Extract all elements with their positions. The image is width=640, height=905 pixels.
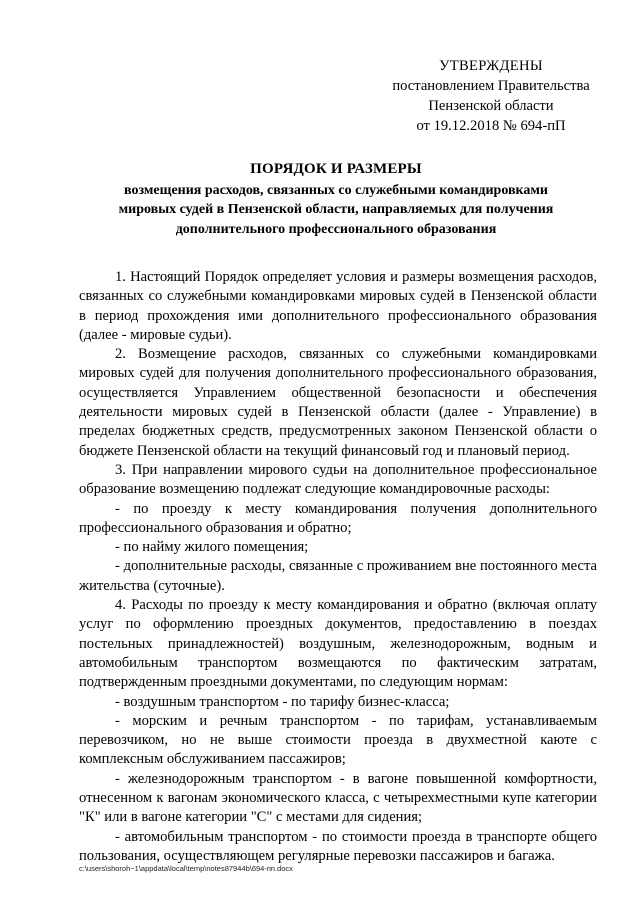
file-path-footer: c:\users\shoroh~1\appdata\local\temp\notes87944b\694-пп.docx — [79, 864, 293, 873]
list-item-railway: - железнодорожным транспортом - в вагоне повышенной комфортности, отнесенном к вагонам экономического класса, с четырехместными купе категории "К" или в вагоне категории "С" с местами для сидения; — [79, 770, 597, 826]
approval-heading: УТВЕРЖДЕНЫ — [439, 58, 543, 74]
approval-line-3: Пензенской области — [428, 98, 554, 114]
title-subtitle-1: возмещения расходов, связанных со служебными командировками — [123, 182, 548, 198]
paragraph-1: 1. Настоящий Порядок определяет условия и размеры возмещения расходов, связанных со служебными командировками мировых судей в Пензенской области в период прохождения ими дополнительного профессионального образования (далее - мировые судьи). — [79, 269, 597, 343]
list-item-travel: - по проезду к месту командирования получения дополнительного профессионального образования и обратно; — [79, 500, 597, 536]
list-item-per-diem: - дополнительные расходы, связанные с проживанием вне постоянного места жительства (суточные). — [79, 558, 597, 594]
list-item-housing: - по найму жилого помещения; — [115, 539, 309, 556]
approval-line-2: постановлением Правительства — [392, 78, 590, 94]
document-title — [70, 160, 602, 239]
title-heading: ПОРЯДОК И РАЗМЕРЫ — [250, 161, 422, 177]
list-item-air: - воздушным транспортом - по тарифу бизнес-класса; — [115, 693, 450, 710]
paragraph-4: 4. Расходы по проезду к месту командирования и обратно (включая оплату услуг по оформлению проездных документов, предоставлению в поездах постельных принадлежностей) воздушным, железнодорожным, водным и автомобильным транспортом возмещаются по фактическим затратам, подтвержденным проездными документами, по следующим нормам: — [79, 597, 597, 691]
document-body — [79, 268, 597, 866]
title-subtitle-2: мировых судей в Пензенской области, направляемых для получения — [118, 202, 554, 217]
approval-line-4: от 19.12.2018 № 694-пП — [416, 118, 566, 134]
title-subtitle-3: дополнительного профессионального образования — [175, 221, 497, 237]
list-item-sea-river: - морским и речным транспортом - по тарифам, устанавливаемым перевозчиком, но не выше стоимости проезда в двухместной каюте с комплексным обслуживанием пассажиров; — [79, 712, 597, 768]
paragraph-2: 2. Возмещение расходов, связанных со служебными командировками мировых судей для получения дополнительного профессионального образования, осуществляется Управлением общественной безопасности и обеспечения деятельности мировых судей в Пензенской области (далее - Управление) в пределах бюджетных средств, предусмотренных законом Пензенской области о бюджете Пензенской области на текущий финансовый год и плановый период. — [79, 346, 597, 459]
approval-stamp — [360, 56, 622, 136]
paragraph-3: 3. При направлении мирового судьи на дополнительное профессиональное образование возмещению подлежат следующие командировочные расходы: — [79, 461, 597, 498]
list-item-road: - автомобильным транспортом - по стоимости проезда в транспорте общего пользования, осуществляющем регулярные перевозки пассажиров и багажа. — [79, 828, 597, 864]
